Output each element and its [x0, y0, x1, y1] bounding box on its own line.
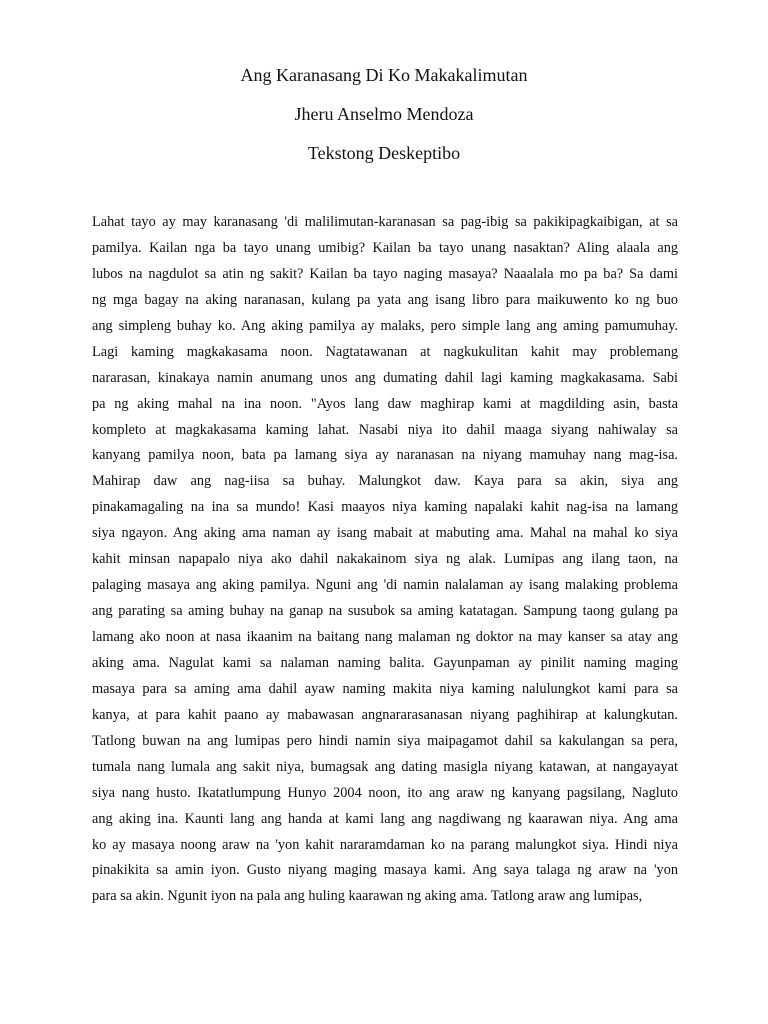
- body-text-line: kanya, at para kahit paano ay mabawasan angnararasanasan niyang paghihirap at kalungkutan.: [92, 706, 678, 723]
- document-header: [0, 64, 768, 181]
- body-text-line: pinakikita sa amin iyon. Gusto niyang maging masaya kami. Ang saya talaga ng araw na 'yon: [92, 862, 678, 879]
- document-author: Jheru Anselmo Mendoza: [294, 104, 474, 124]
- body-text-line: kahit minsan napapalo niya ako dahil nakakainom siya ng alak. Lumipas ang ilang taon, na: [92, 551, 678, 568]
- body-text-line: pinakamagaling na ina sa mundo! Kasi maayos niya kaming napalaki kahit nag-isa na lamang: [92, 499, 678, 516]
- body-text-line: nararasan, kinakaya namin anumang unos ang dumating dahil lagi kaming magkakasama. Sabi: [92, 369, 678, 386]
- body-text-line: ko ay masaya noong araw na 'yon kahit nararamdaman ko na parang malungkot siya. Hindi niya: [92, 836, 678, 853]
- body-text-line: Mahirap daw ang nag-iisa sa buhay. Malungkot daw. Kaya para sa akin, siya ang: [92, 473, 678, 490]
- body-text-line: masaya para sa aming ama dahil ayaw naming makita niya kaming nalulungkot kami para sa: [92, 680, 678, 697]
- body-text-line: siya nang husto. Ikatatlumpung Hunyo 2004 noon, ito ang araw ng kanyang pagsilang, Nagluto: [92, 784, 678, 801]
- document-genre: Tekstong Deskeptibo: [307, 143, 461, 163]
- body-text-line: lubos na nagdulot sa atin ng sakit? Kailan ba tayo naging masaya? Naaalala mo pa ba? Sa dami: [92, 265, 678, 282]
- body-text-line: kompleto at magkakasama kaming lahat. Nasabi niya ito dahil maaga siyang nahiwalay sa: [92, 421, 678, 438]
- body-text-line: Lahat tayo ay may karanasang 'di malilimutan-karanasan sa pag-ibig sa pakikipagkaibigan, at sa: [92, 214, 678, 230]
- body-text-line: Tatlong buwan na ang lumipas pero hindi namin siya maipagamot dahil sa kakulangan sa pera,: [92, 732, 678, 749]
- body-text-line: siya ngayon. Ang aking ama naman ay isang mabait at mabuting ama. Mahal na mahal ko siya: [92, 525, 678, 542]
- body-text-line: ang aking ina. Kaunti lang ang handa at kami lang ang nagdiwang ng kaarawan niya. Ang ama: [92, 810, 678, 827]
- body-text-line: aking ama. Nagulat kami sa nalaman naming balita. Gayunpaman ay pinilit naming maging: [92, 654, 678, 671]
- body-text-line: kanyang pamilya noon, bata pa lamang siya ay naranasan na niyang mamuhay nang mag-isa.: [92, 447, 678, 464]
- document-title: Ang Karanasang Di Ko Makakalimutan: [240, 65, 528, 85]
- body-text-line: lamang ako noon at nasa ikaanim na baitang nang malaman ng doktor na may kanser sa atay ang: [92, 629, 678, 645]
- body-text-line: pa ng aking mahal na ina noon. "Ayos lang daw maghirap kami at magdilding asin, basta: [92, 395, 678, 412]
- body-text-line: Lagi kaming magkakasama noon. Nagtatawanan at nagkukulitan kahit may problemang: [92, 343, 678, 360]
- body-text-line: ang simpleng buhay ko. Ang aking pamilya ay malaks, pero simple lang ang aming pamumuhay.: [92, 317, 678, 334]
- body-text-line: para sa akin. Ngunit iyon na pala ang huling kaarawan ng aking ama. Tatlong araw ang lumipas,: [92, 888, 643, 905]
- body-text-line: pamilya. Kailan nga ba tayo unang umibig? Kailan ba tayo unang nasaktan? Aling alaala ang: [92, 239, 678, 256]
- body-text-line: ang parating sa aming buhay na ganap na susubok sa aming katatagan. Sampung taong gulang pa: [92, 603, 678, 620]
- document-body: [92, 210, 678, 910]
- body-text-line: ng mga bagay na aking naranasan, kulang pa yata ang isang libro para maikuwento ko ng buo: [92, 291, 678, 308]
- body-text-line: palaging masaya ang aking pamilya. Nguni ang 'di namin nalalaman ay isang malaking problema: [92, 577, 678, 594]
- body-text-line: tumala nang lumala ang sakit niya, bumagsak ang dating masigla niyang katawan, at nangayayat: [92, 758, 678, 775]
